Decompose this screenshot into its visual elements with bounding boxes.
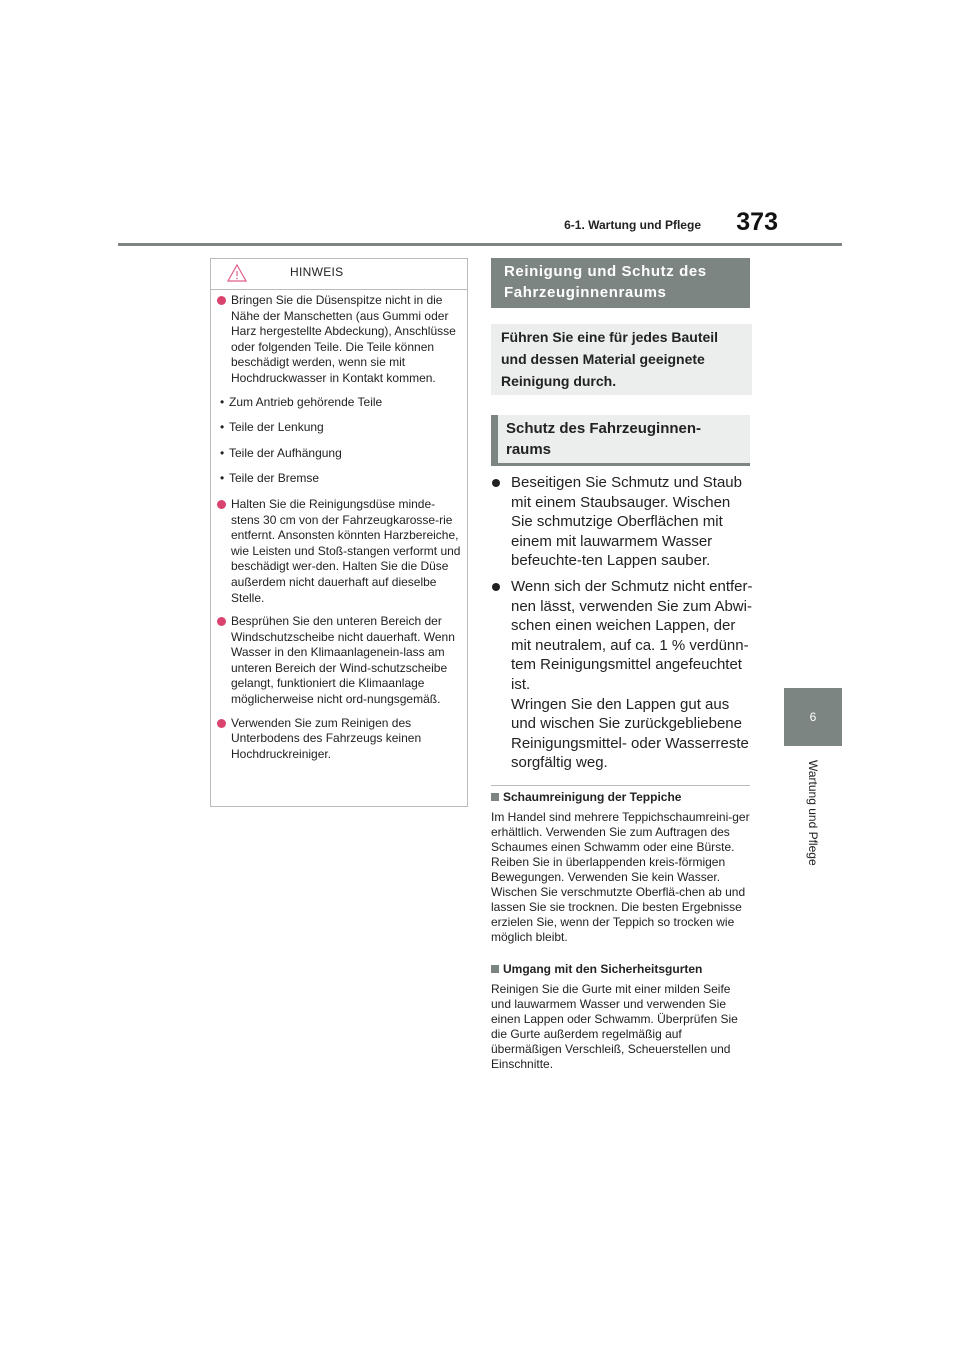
- bullet-icon: •: [220, 420, 225, 435]
- belt-paragraph: [491, 962, 753, 1072]
- notice-box: [210, 258, 468, 807]
- belt-heading: [491, 962, 753, 977]
- chapter-label: Wartung und Pflege: [806, 760, 820, 866]
- notice-item-text: Bringen Sie die Düsenspitze nicht in die Nähe der Manschetten (aus Gummi oder Harz hergestellte Abdeckung), Anschlüsse oder folgenden Teile. Die Teile können beschädigt werden, wenn sie mit Hochdruckwasser in Kontakt kommen.: [231, 293, 456, 385]
- notice-body: [211, 290, 467, 762]
- bullet-dot-icon: [217, 296, 226, 305]
- section-title: 6-1. Wartung und Pflege: [564, 218, 701, 232]
- subsection-heading: Schutz des Fahrzeuginnen-raums: [491, 415, 750, 466]
- bullet-dot-icon: [492, 583, 500, 591]
- list-item: [491, 473, 753, 571]
- list-item: [491, 577, 753, 773]
- notice-subitem-text: Teile der Bremse: [229, 471, 320, 486]
- bullet-dot-icon: [492, 479, 500, 487]
- belt-text: Reinigen Sie die Gurte mit einer milden Seife und lauwarmem Wasser und verwenden Sie einen Lappen oder Schwamm. Überprüfen Sie die Gurte außerdem regelmäßig auf übermäßigen Verschleiß, Scheuerstellen und Einschnitte.: [491, 982, 738, 1071]
- carpet-text: Im Handel sind mehrere Teppichschaumreini-ger erhältlich. Verwenden Sie zum Auftragen des Schaumes einen Schwamm oder eine Bürste. Reiben Sie in überlappenden kreis-förmigen Bewegungen. Verwenden Sie kein Wasser. Wischen Sie verschmutzte Oberflä-chen ab und lassen Sie sie trocknen. Die besten Ergebnisse erzielen Sie, wenn der Teppich so trocken wie möglich bleibt.: [491, 810, 750, 944]
- bullet-icon: •: [220, 471, 225, 486]
- carpet-paragraph: [491, 790, 753, 945]
- notice-item: [217, 293, 461, 387]
- square-bullet-icon: [491, 965, 499, 973]
- belt-heading-text: Umgang mit den Sicherheitsgurten: [503, 962, 703, 976]
- notice-item: [217, 497, 461, 606]
- section-heading: Reinigung und Schutz des Fahrzeuginnenraums: [491, 258, 750, 308]
- notice-subitem: [217, 395, 461, 411]
- square-bullet-icon: [491, 793, 499, 801]
- notice-subitem-text: Teile der Lenkung: [229, 420, 324, 435]
- bullet-dot-icon: [217, 500, 226, 509]
- notice-item: [217, 716, 461, 763]
- notice-subitem-text: Zum Antrieb gehörende Teile: [229, 394, 383, 409]
- notice-subitem: [217, 471, 461, 487]
- bullet-dot-icon: [217, 719, 226, 728]
- header-divider: [118, 243, 842, 246]
- carpet-heading-text: Schaumreinigung der Teppiche: [503, 790, 682, 804]
- list-item-continuation: Wringen Sie den Lappen gut aus und wischen Sie zurückgebliebene Reinigungsmittel- oder Wasserreste sorgfältig weg.: [511, 695, 749, 772]
- carpet-heading: [491, 790, 753, 805]
- bullet-icon: •: [220, 445, 225, 460]
- notice-item-text: Halten Sie die Reinigungsdüse minde-stens 30 cm von der Fahrzeugkarosse-rie entfernt. Ansonsten könnten Harzbereiche, wie Leisten und Stoß-stangen verformt und beschädigt wer-den. Halten Sie die Düse außerdem nicht dauerhaft auf dieselbe Stelle.: [231, 496, 461, 605]
- notice-item-text: Verwenden Sie zum Reinigen des Unterbodens des Fahrzeugs keinen Hochdruckreiniger.: [231, 715, 422, 761]
- warning-icon: [227, 263, 247, 283]
- notice-subitem: [217, 446, 461, 462]
- notice-title: HINWEIS: [290, 265, 344, 279]
- list-item-text: Beseitigen Sie Schmutz und Staub mit einem Staubsauger. Wischen Sie schmutzige Oberflächen mit einem mit lauwarmem Wasser befeuchte-ten Lappen sauber.: [511, 474, 742, 570]
- notice-header: [211, 259, 467, 290]
- page-number: 373: [736, 208, 778, 236]
- notice-subitem: [217, 420, 461, 436]
- notice-subitem-text: Teile der Aufhängung: [229, 445, 342, 460]
- bullet-icon: •: [220, 394, 225, 409]
- bullet-dot-icon: [217, 617, 226, 626]
- notice-item: [217, 614, 461, 708]
- notice-item-text: Besprühen Sie den unteren Bereich der Windschutzscheibe nicht dauerhaft. Wenn Wasser in den Klimaanlagenein-lass am unteren Bereich der Wind-schutzscheibe gelangt, funktioniert die Klimaanlage möglicherweise nicht ord-nungsgemäß.: [231, 614, 455, 707]
- list-item-text: Wenn sich der Schmutz nicht entfer-nen lässt, verwenden Sie zum Abwi-schen einen weichen Lappen, der mit neutralem, auf ca. 1 % verdünn-tem Reinigungsmittel angefeuchtet ist.: [511, 577, 753, 693]
- chapter-tab: 6: [784, 688, 842, 746]
- instruction-list: [491, 473, 753, 779]
- section-intro: Führen Sie eine für jedes Bauteil und dessen Material geeignete Reinigung durch.: [491, 324, 752, 395]
- section-divider: [491, 785, 750, 786]
